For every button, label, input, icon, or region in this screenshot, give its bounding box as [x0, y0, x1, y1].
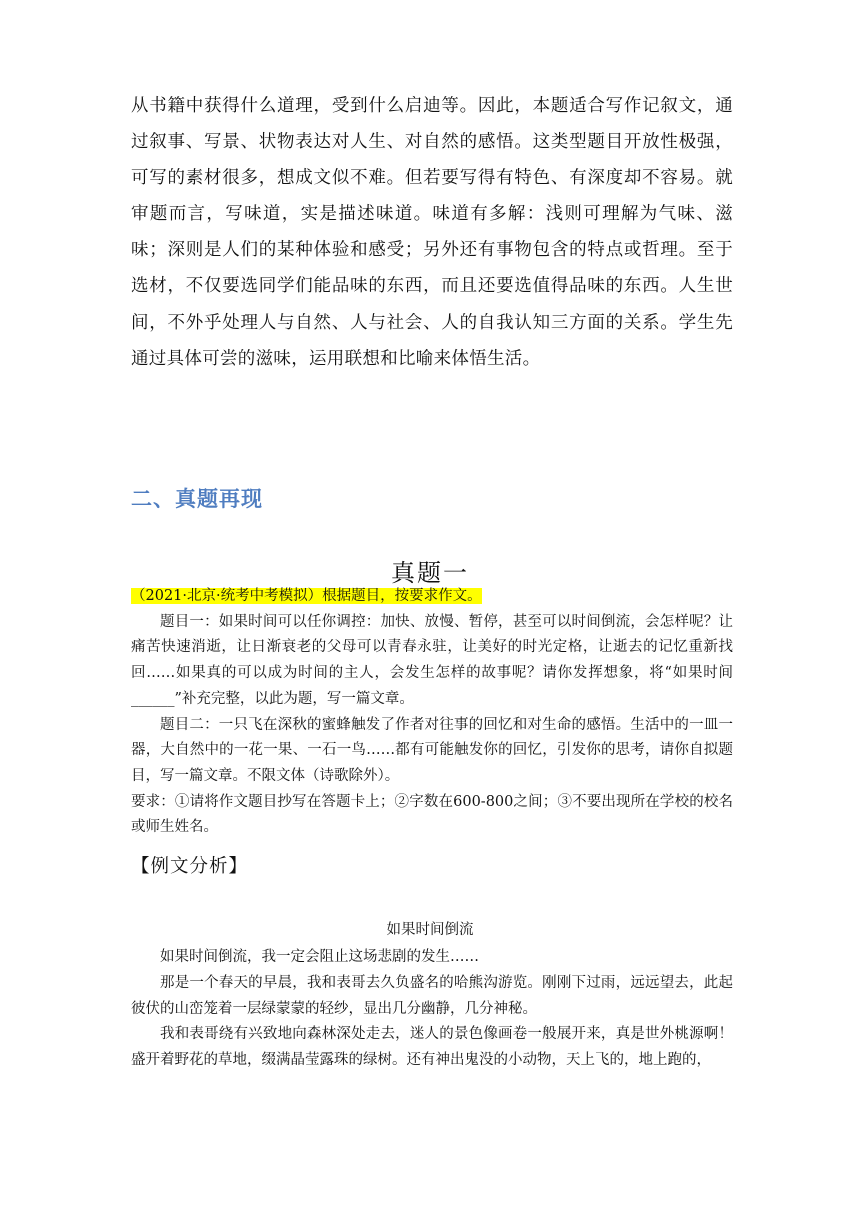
exam-source-highlight: （2021·北京·统考中考模拟）根据题目，按要求作文。	[131, 588, 482, 604]
section-heading: 二、真题再现	[131, 487, 263, 511]
analysis-heading: 【例文分析】	[131, 856, 249, 877]
essay-paragraph: 那是一个春天的早晨，我和表哥去久负盛名的哈熊沟游览。刚刚下过雨，远远望去，此起彼伏的山峦笼着一层绿蒙蒙的轻纱，显出几分幽静，几分神秘。	[131, 974, 733, 1017]
topic-two: 题目二：一只飞在深秋的蜜蜂触发了作者对往事的回忆和对生命的感悟。生活中的一皿一器，大自然中的一花一果、一石一鸟……都有可能触发你的回忆，引发你的思考，请你自拟题目，写一篇文章。不限文体（诗歌除外）。	[131, 716, 733, 784]
essay-title: 如果时间倒流	[386, 922, 474, 938]
intro-paragraph: 从书籍中获得什么道理，受到什么启迪等。因此，本题适合写作记叙文，通过叙事、写景、状物表达对人生、对自然的感悟。这类型题目开放性极强，可写的素材很多，想成文似不难。但若要写得有特色、有深度却不容易。就审题而言，写味道，实是描述味道。味道有多解：浅则可理解为气味、滋味；深则是人们的某种体验和感受；另外还有事物包含的特点或哲理。至于选材，不仅要选同学们能品味的东西，而且还要选值得品味的东西。人生世间，不外乎处理人与自然、人与社会、人的自我认知三方面的关系。学生先通过具体可尝的滋味，运用联想和比喻来体悟生活。	[131, 96, 733, 369]
essay-paragraph: 如果时间倒流，我一定会阻止这场悲剧的发生……	[160, 949, 479, 965]
intro-text	[131, 88, 733, 377]
exam-question-block	[131, 584, 733, 841]
exam-title: 真题一	[391, 559, 469, 587]
essay-paragraph: 我和表哥绕有兴致地向森林深处走去，迷人的景色像画卷一般展开来，真是世外桃源啊！盛开着野花的草地，缀满晶莹露珠的绿树。还有神出鬼没的小动物，天上飞的，地上跑的，	[131, 1026, 733, 1069]
essay-body	[131, 945, 733, 1074]
topic-one: 题目一：如果时间可以任你调控：加快、放慢、暂停，甚至可以时间倒流，会怎样呢？让痛苦快速消逝，让日渐衰老的父母可以青春永驻，让美好的时光定格，让逝去的记忆重新找回……如果真的可以成为时间的主人，会发生怎样的故事呢？请你发挥想象，将“如果时间______”补充完整，以此为题，写一篇文章。	[131, 613, 733, 707]
requirements: 要求：①请将作文题目抄写在答题卡上；②字数在600-800之间；③不要出现所在学校的校名或师生姓名。	[131, 793, 733, 836]
